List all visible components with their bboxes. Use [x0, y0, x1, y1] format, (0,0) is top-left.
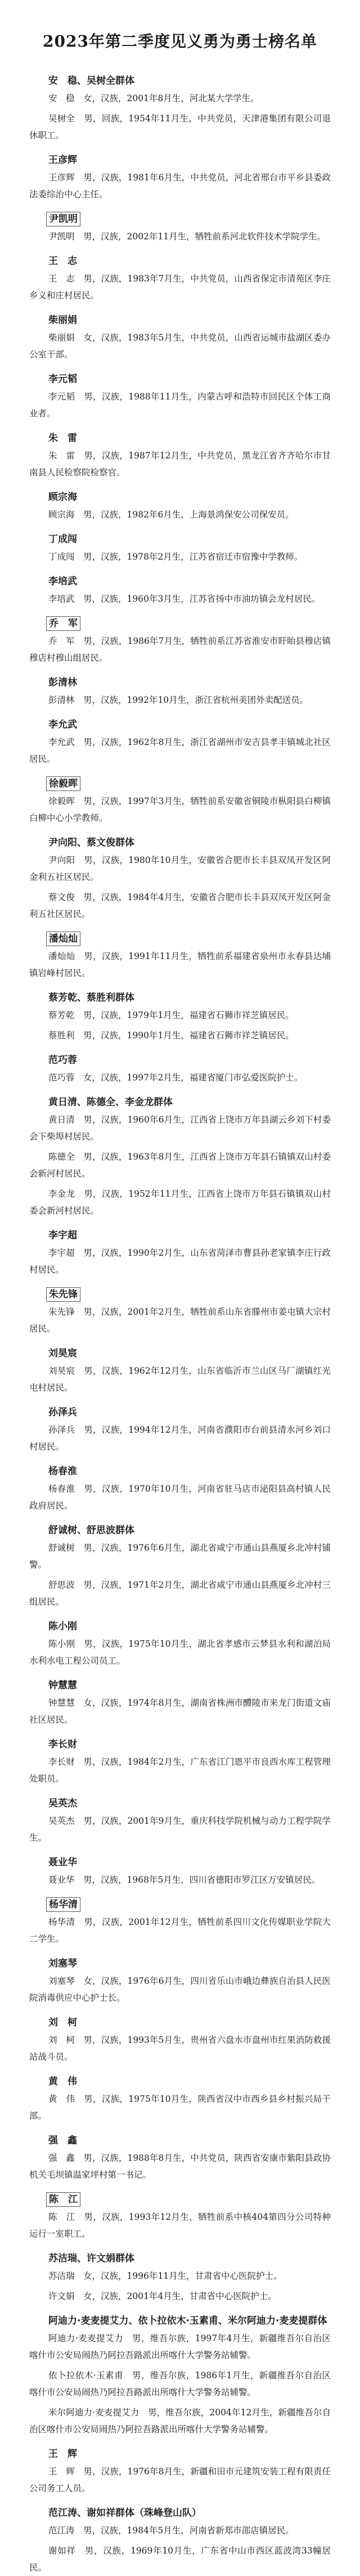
person-description: 强 鑫 男，汉族，1988年8月生，中共党员，陕西省安康市紫阳县政协机关毛坝镇温家坪村第一书记。: [29, 2153, 331, 2180]
member-description: 尹向阳 男，汉族，1980年10月生，安徽省合肥市长丰县双凤开发区阿金利五社区居民。: [29, 855, 331, 882]
page-title: 2023年第二季度见义勇为勇士榜名单: [43, 32, 317, 51]
person-description: 乔 军 男，汉族，1986年7月生，牺牲前系江苏省淮安市盱眙县穆店镇穆店村穆山组居民。: [29, 636, 331, 663]
person-entry: [29, 2015, 331, 2065]
person-name-text: 刘 柯: [48, 2017, 77, 2028]
person-name-boxed: 杨华清: [46, 1897, 80, 1912]
group-entry: [29, 1094, 331, 1219]
person-name-text: 范巧蓉: [48, 1055, 77, 1066]
person-description: 孙泽兵 男，汉族，1994年12月生，河南省濮阳市台前县清水河乡刘口村居民。: [29, 1425, 331, 1452]
member-description: 舒思波 男，汉族，1971年2月生，湖北省咸宁市通山县燕厦乡北冲村三组居民。: [29, 1580, 331, 1607]
person-entry: [29, 776, 331, 826]
group-name: 舒诚树、舒思波群体: [48, 1525, 134, 1536]
person-description: 范巧蓉 女，汉族，1997年2月生，福建省厦门市弘爱医院护士。: [48, 1073, 303, 1083]
person-name: [29, 371, 331, 387]
group-name: 范江涛、谢如祥群体（珠峰登山队）: [48, 2507, 201, 2519]
person-name: [29, 1052, 331, 1068]
person-description: 徐毅晖 男，汉族，1997年3月生，牺牲前系安徽省铜陵市枞阳县白柳镇白柳中心小学教师。: [29, 796, 331, 823]
person-description: 李允武 男，汉族，1962年8月生，浙江省湖州市安吉县孝丰镇城北社区居民。: [29, 737, 331, 764]
group-entry: [29, 1523, 331, 1610]
person-description: 聂业华 男，汉族，1968年5月生，四川省德阳市罗江区万安镇居民。: [48, 1875, 321, 1885]
person-description: 杨华清 男，汉族，2001年12月生，牺牲前系四川文化传媒职业学院大二学生。: [29, 1917, 331, 1944]
person-description: 黄 伟 男，汉族，1975年10月生，陕西省汉中市西乡县乡村振兴局干部。: [29, 2094, 331, 2121]
group-entry: [29, 2251, 331, 2305]
person-description: 陈 江 男，汉族，1993年12月生，牺牲前系中核404第四分公司特种运行一室职工。: [29, 2212, 331, 2239]
member-description: 范江涛 男，汉族，1984年5月生，河南省新郑市邵店镇居民。: [48, 2525, 294, 2536]
member-description: 苏洁瑞 女，汉族，1996年11月生，甘肃省中心医院护士。: [48, 2271, 282, 2281]
person-entry: [29, 1897, 331, 1947]
person-name: [29, 616, 331, 631]
person-description: 王 志 男，汉族，1983年7月生，中共党员，山西省保定市清苑区李庄乡义和庄村居民。: [29, 274, 331, 301]
entry-list: [29, 73, 331, 2576]
person-entry: [29, 1346, 331, 1396]
person-name-boxed: 朱先锋: [46, 1287, 80, 1302]
person-name: [29, 776, 331, 792]
person-entry: [29, 2192, 331, 2242]
person-entry: [29, 1619, 331, 1669]
person-entry: [29, 531, 331, 565]
person-entry: [29, 616, 331, 666]
member-description: 蔡芳乾 男，汉族，1979年1月生，福建省石狮市祥芝镇居民。: [48, 1010, 294, 1020]
person-name: [29, 2015, 331, 2030]
person-entry: [29, 1855, 331, 1888]
group-entry: [29, 73, 331, 144]
group-name: 阿迪力·麦麦提艾力、依卜拉依木·玉素甫、米尔阿迪力·麦麦提群体: [48, 2315, 327, 2327]
person-entry: [29, 1052, 331, 1086]
person-name-text: 李培武: [48, 576, 77, 587]
person-description: 杨春淮 男，汉族，1970年10月生，河南省驻马店市泌阳县高村镇人民政府居民。: [29, 1484, 331, 1511]
person-entry: [29, 489, 331, 523]
person-name: [29, 675, 331, 690]
member-description: 许文娟 女，汉族，2001年4月生，甘肃省中心医院护士。: [48, 2291, 277, 2301]
person-entry: [29, 1287, 331, 1337]
person-entry: [29, 1956, 331, 2006]
person-name: [29, 253, 331, 269]
group-name: 苏洁瑞、许文娟群体: [48, 2253, 134, 2264]
person-description: 刘塞琴 女，汉族，1976年6月生，四川省乐山市峨边彝族自治县人民医院消毒供应中心护士长。: [29, 1976, 331, 2003]
person-entry: [29, 1464, 331, 1514]
person-name: [29, 1678, 331, 1693]
person-description: 彭清林 男，汉族，1992年10月生，浙江省杭州美团外卖配送员。: [48, 695, 309, 705]
person-entry: [29, 253, 331, 304]
person-name-text: 李宇超: [48, 1230, 77, 1241]
person-name-boxed: 尹凯明: [46, 212, 80, 226]
group-entry: [29, 2505, 331, 2576]
person-name-text: 王 辉: [48, 2448, 77, 2460]
person-name: [29, 717, 331, 733]
person-name: [29, 2133, 331, 2148]
member-description: 谢如祥 男，汉族，1969年10月生，广东省中山市西区蓝波湾33幢居民。: [29, 2546, 331, 2573]
group-name: 蔡芳乾、蔡胜利群体: [48, 992, 134, 1003]
person-entry: [29, 675, 331, 708]
person-entry: [29, 1678, 331, 1728]
person-name-text: 强 鑫: [48, 2135, 77, 2146]
person-name: [29, 1897, 331, 1912]
person-name: [29, 1346, 331, 1361]
person-name: [29, 430, 331, 446]
person-name: [29, 1405, 331, 1420]
person-name-text: 李长财: [48, 1739, 77, 1750]
person-name-text: 彭清林: [48, 677, 77, 688]
person-description: 刘 柯 男，汉族，1993年5月生，贵州省六盘水市盘州市红果消防救援站战斗员。: [29, 2035, 331, 2062]
person-description: 丁成闯 男，汉族，1978年2月生，江苏省宿迁市宿豫中学教师。: [48, 552, 303, 562]
person-name-boxed: 乔 军: [46, 616, 80, 631]
person-name: [29, 1855, 331, 1870]
person-description: 王彦辉 男，汉族，1981年6月生，中共党员，河北省邢台市平乡县委政法委综治中心主任。: [29, 172, 331, 199]
group-name: 安 稳、吴树全群体: [48, 75, 134, 87]
person-name: [29, 1737, 331, 1752]
person-entry: [29, 1405, 331, 1455]
person-name-boxed: 陈 江: [46, 2192, 80, 2207]
person-name-text: 李允武: [48, 719, 77, 730]
person-description: 吴英杰 男，汉族，2001年9月生，重庆科技学院机械与动力工程学院学生。: [29, 1816, 331, 1843]
person-name-text: 王彦辉: [48, 155, 77, 166]
person-name-text: 柴丽娟: [48, 315, 77, 326]
person-description: 李长财 男，汉族，1984年2月生，广东省江门恩平市良西水库工程管理处职员。: [29, 1757, 331, 1784]
person-entry: [29, 574, 331, 607]
group-entry: [29, 835, 331, 923]
person-description: 李宇超 男，汉族，1990年2月生，山东省菏泽市曹县孙老家镇李庄行政村居民。: [29, 1248, 331, 1275]
person-description: 尹凯明 男，汉族，2002年11月生，牺牲前系河北软件技术学院学生。: [48, 231, 326, 242]
member-description: 依卜拉依木·玉素甫 男，维吾尔族，1986年1月生，新疆维吾尔自治区喀什市公安局闹热乃阿拉吾路派出所喀什大学警务站辅警。: [29, 2370, 331, 2397]
person-description: 朱先锋 男，汉族，2001年2月生，牺牲前系山东省滕州市姜屯镇大宗村居民。: [29, 1307, 331, 1334]
member-description: 米尔阿迪力·麦麦提艾力 男，维吾尔族，2004年12月生，新疆维吾尔自治区喀什市公安局闹热乃阿拉吾路派出所喀什大学警务站辅警。: [29, 2407, 331, 2434]
person-name-text: 顾宗海: [48, 492, 77, 503]
member-description: 阿迪力·麦麦提艾力 男，维吾尔族，1997年4月生，新疆维吾尔自治区喀什市公安局闹热乃阿拉吾路派出所喀什大学警务站辅警。: [29, 2333, 331, 2360]
person-entry: [29, 2446, 331, 2497]
person-name-text: 聂业华: [48, 1857, 77, 1868]
person-name: [29, 931, 331, 947]
person-description: 李元韬 男，汉族，1988年11月生，内蒙古呼和浩特市回民区个体工商业者。: [29, 392, 331, 419]
person-entry: [29, 2074, 331, 2124]
person-name: [29, 2192, 331, 2207]
person-name-text: 刘塞琴: [48, 1958, 77, 1969]
person-name-text: 钟慧慧: [48, 1680, 77, 1691]
person-description: 陈小刚 男，汉族，1975年10月生，湖北省孝感市云梦县水利和湖泊局水利水电工程公司员工。: [29, 1639, 331, 1666]
person-name-text: 王 志: [48, 256, 77, 267]
member-description: 舒诚树 男，汉族，1976年6月生，湖北省咸宁市通山县燕厦乡北冲村铺警。: [29, 1543, 331, 1570]
person-entry: [29, 211, 331, 245]
person-entry: [29, 1228, 331, 1278]
person-name: [29, 2074, 331, 2089]
person-name: [29, 152, 331, 168]
person-entry: [29, 931, 331, 982]
person-description: 顾宗海 男，汉族，1982年6月生，上海景鸿保安公司保安员。: [48, 510, 294, 520]
person-name: [29, 489, 331, 505]
person-name-text: 陈小刚: [48, 1621, 77, 1632]
person-description: 朱 雷 男，汉族，1987年12月生，中共党员，黑龙江省齐齐哈尔市甘南县人民检察院检察官。: [29, 451, 331, 478]
person-name: [29, 1796, 331, 1811]
person-name: [29, 1464, 331, 1479]
person-entry: [29, 1737, 331, 1787]
group-name: 黄日清、陈德全、李金龙群体: [48, 1097, 173, 1108]
person-description: 钟慧慧 女，汉族，1974年8月生，湖南省株洲市醴陵市来龙门街道文庙社区居民。: [29, 1698, 331, 1725]
person-entry: [29, 1796, 331, 1846]
person-name: [29, 531, 331, 547]
person-name: [29, 312, 331, 328]
person-name-text: 刘昊宸: [48, 1348, 77, 1359]
person-name: [29, 574, 331, 589]
person-name-boxed: 潘灿灿: [46, 932, 80, 946]
person-name-text: 吴英杰: [48, 1798, 77, 1809]
member-description: 蔡胜利 男，汉族，1990年1月生，福建省石狮市祥芝镇居民。: [48, 1030, 294, 1041]
person-entry: [29, 717, 331, 767]
person-entry: [29, 430, 331, 481]
person-entry: [29, 371, 331, 422]
person-name: [29, 2446, 331, 2462]
person-name: [29, 1228, 331, 1243]
person-description: 李培武 男，汉族，1960年3月生，江苏省扬中市油坊镇会龙村居民。: [48, 594, 321, 604]
person-name-text: 孙泽兵: [48, 1407, 77, 1418]
group-name: 尹向阳、蔡文俊群体: [48, 837, 134, 848]
person-entry: [29, 152, 331, 203]
person-name-text: 黄 伟: [48, 2076, 77, 2087]
person-description: 柴丽娟 女，汉族，1983年5月生，中共党员，山西省运城市盐湖区委办公室干部。: [29, 333, 331, 360]
person-description: 王 辉 男，汉族，1976年8月生，新疆和田市元建筑安装工程有限责任公司务工人员。: [29, 2466, 331, 2493]
member-description: 黄日清 男，汉族，1960年6月生，江西省上饶市万年县湖云乡刘下村委会下柴埠村居民。: [29, 1115, 331, 1142]
person-entry: [29, 312, 331, 363]
person-description: 刘昊宸 男，汉族，1962年12月生，山东省临沂市兰山区马厂湖镇红光屯村居民。: [29, 1366, 331, 1393]
person-description: 潘灿灿 男，汉族，1991年11月生，牺牲前系福建省泉州市永春县达埔镇岩峰村居民。: [29, 951, 331, 978]
person-name-text: 杨春淮: [48, 1466, 77, 1477]
person-name-text: 丁成闯: [48, 534, 77, 545]
group-entry: [29, 990, 331, 1044]
person-name-text: 朱 雷: [48, 433, 77, 444]
person-name-text: 李元韬: [48, 374, 77, 385]
member-description: 李金龙 男，汉族，1952年11月生，江西省上饶市万年县石镇镇双山村委会新河村居民。: [29, 1189, 331, 1216]
member-description: 陈德全 男，汉族，1963年8月生，江西省上饶市万年县石镇镇双山村委会新河村居民。: [29, 1152, 331, 1179]
person-name-boxed: 徐毅晖: [46, 776, 80, 791]
person-entry: [29, 2133, 331, 2183]
person-name: [29, 1619, 331, 1634]
group-entry: [29, 2313, 331, 2438]
member-description: 安 稳 女，汉族，2001年8月生，河北某大学学生。: [48, 93, 259, 103]
member-description: 蔡文俊 男，汉族，1984年4月生，安徽省合肥市长丰县双凤开发区阿金利五社区居民。: [29, 892, 331, 919]
member-description: 吴树全 男，回族，1954年11月生，中共党员，天津港集团有限公司退休职工。: [29, 113, 331, 140]
person-name: [29, 211, 331, 227]
person-name: [29, 1956, 331, 1971]
person-name: [29, 1287, 331, 1302]
